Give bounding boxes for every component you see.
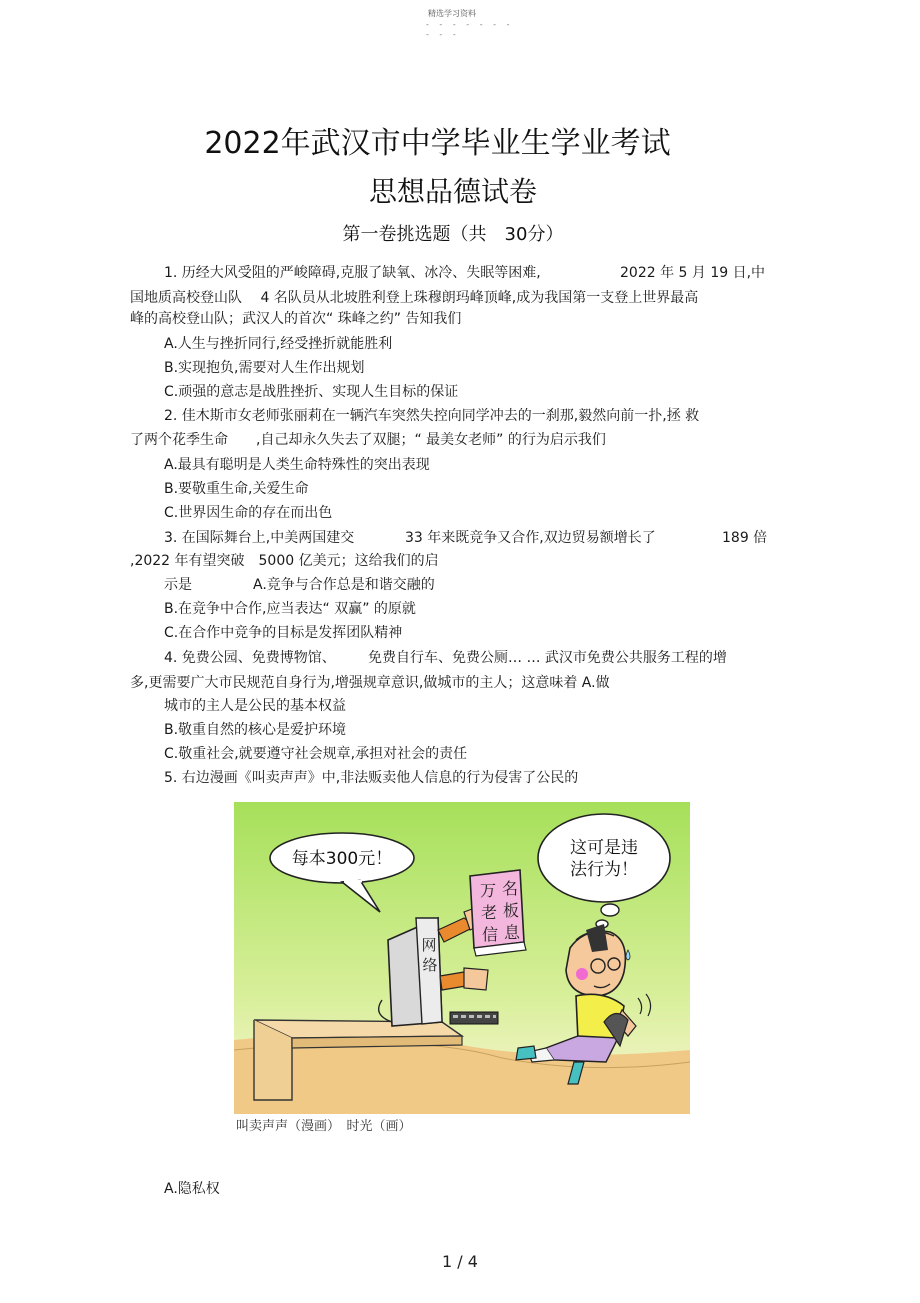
header-label: 精选学习资料 bbox=[428, 9, 476, 18]
bubble-right-text: 这可是违 bbox=[570, 838, 638, 858]
option-line: B.在竞争中合作,应当表达“ 双赢” 的原就 bbox=[164, 601, 416, 617]
question-line: 1. 历经大风受阻的严峻障碍,克服了缺氧、冰冷、失眠等困难, bbox=[164, 265, 541, 281]
book-char: 名 bbox=[501, 879, 519, 898]
info-book bbox=[470, 870, 526, 956]
option-line: 城市的主人是公民的基本权益 bbox=[164, 698, 346, 714]
exam-title: 2022年武汉市中学毕业生学业考试 bbox=[204, 126, 671, 161]
bubble-right-text: 法行为！ bbox=[570, 860, 638, 880]
option-line: A.隐私权 bbox=[164, 1181, 220, 1197]
question-line: 2022 年 5 月 19 日,中 bbox=[620, 265, 766, 281]
section-title: 第一卷挑选题（共 30分） bbox=[342, 224, 564, 245]
question-line: 示是 bbox=[164, 577, 192, 593]
bubble-left-text: 每本300元！ bbox=[291, 849, 393, 869]
option-line: C.在合作中竞争的目标是发挥团队精神 bbox=[164, 625, 403, 641]
option-line: A.人生与挫折同行,经受挫折就能胜利 bbox=[164, 336, 393, 352]
question-line: 峰的高校登山队；武汉人的首次“ 珠峰之约” 告知我们 bbox=[130, 311, 462, 327]
question-line: 189 倍 bbox=[722, 530, 768, 546]
exam-subtitle: 思想品德试卷 bbox=[368, 175, 537, 208]
cartoon-illustration bbox=[232, 800, 694, 1140]
blush bbox=[576, 968, 588, 980]
option-line: B.要敬重生命,关爱生命 bbox=[164, 481, 309, 497]
option-line: B.实现抱负,需要对人生作出规划 bbox=[164, 360, 365, 376]
page-number: 1 / 4 bbox=[442, 1252, 478, 1271]
book-char: 息 bbox=[503, 923, 521, 942]
question-line: 免费自行车、免费公厕… … 武汉市免费公共服务工程的增 bbox=[368, 650, 727, 666]
option-line: C.敬重社会,就要遵守社会规章,承担对社会的责任 bbox=[164, 746, 468, 762]
header-dashes: - - - bbox=[426, 30, 460, 39]
question-line: 3. 在国际舞台上,中美两国建交 bbox=[164, 530, 355, 546]
question-line: 33 年来既竞争又合作,双边贸易额增长了 bbox=[405, 530, 656, 546]
question-line: 多,更需要广大市民规范自身行为,增强规章意识,做城市的主人；这意味着 A.做 bbox=[130, 675, 610, 691]
option-line: A.最具有聪明是人类生命特殊性的突出表现 bbox=[164, 457, 430, 473]
book-char: 老 bbox=[480, 903, 498, 922]
book-char: 信 bbox=[481, 925, 499, 944]
question-line: 4. 免费公园、免费博物馆、 bbox=[164, 650, 336, 666]
option-line: C.顽强的意志是战胜挫折、实现人生目标的保证 bbox=[164, 384, 459, 400]
question-line: 国地质高校登山队 4 名队员从北坡胜利登上珠穆朗玛峰顶峰,成为我国第一支登上世界最高 bbox=[130, 290, 699, 306]
question-line: 了两个花季生命 ,自己却永久失去了双腿；“ 最美女老师” 的行为启示我们 bbox=[130, 432, 606, 448]
book-char: 万 bbox=[479, 881, 497, 900]
header-dashes: - - - - - - - bbox=[426, 20, 514, 29]
book-char: 板 bbox=[502, 901, 520, 920]
option-line: C.世界因生命的存在而出色 bbox=[164, 505, 333, 521]
monitor-label: 网 bbox=[421, 936, 437, 954]
question-line: 5. 右边漫画《叫卖声声》中,非法贩卖他人信息的行为侵害了公民的 bbox=[164, 770, 579, 786]
question-line: 2. 佳木斯市女老师张丽莉在一辆汽车突然失控向同学冲去的一刹那,毅然向前一扑,拯 救 bbox=[164, 408, 700, 424]
question-line: ,2022 年有望突破 5000 亿美元；这给我们的启 bbox=[130, 553, 439, 569]
option-line: B.敬重自然的核心是爱护环境 bbox=[164, 722, 347, 738]
monitor-label: 络 bbox=[422, 956, 438, 974]
option-line: A.竞争与合作总是和谐交融的 bbox=[253, 577, 435, 593]
cartoon-caption: 叫卖声声（漫画） 时光（画） bbox=[236, 1119, 412, 1134]
